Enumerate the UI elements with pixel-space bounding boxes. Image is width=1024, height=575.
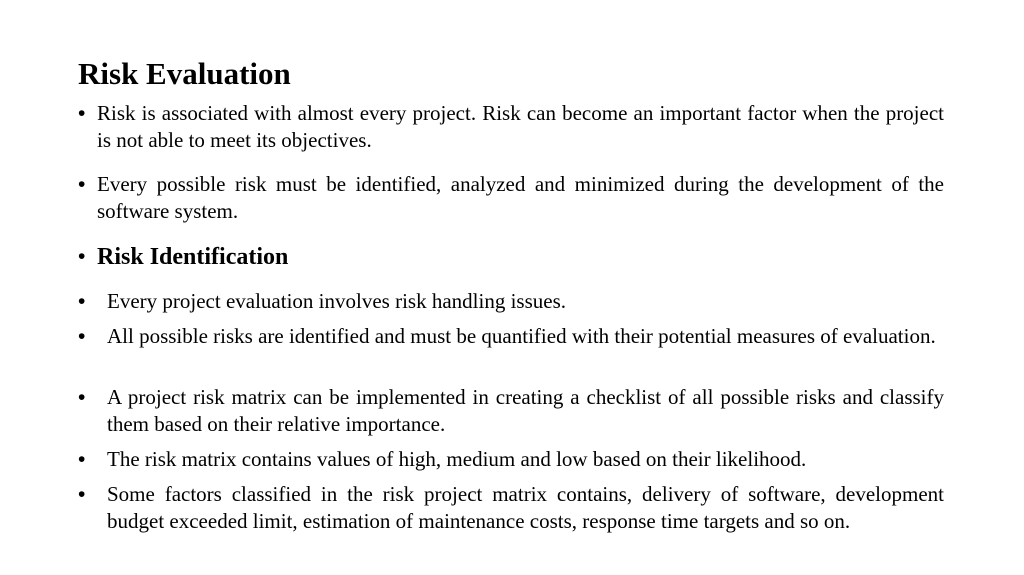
bullet-icon: • (78, 325, 86, 348)
bullet-item (78, 171, 944, 225)
section-heading-bullet (78, 242, 944, 272)
bullet-icon: • (78, 448, 86, 471)
sub-bullet-item (78, 446, 944, 473)
bullet-text: Every possible risk must be identified, analyzed and minimized during the development of the software system. (97, 172, 944, 223)
sub-bullet-text: The risk matrix contains values of high, medium and low based on their likelihood. (107, 447, 807, 471)
bullet-text: Risk is associated with almost every project. Risk can become an important factor when the project is not able to meet its objectives. (97, 101, 944, 152)
bullet-icon: • (78, 173, 86, 196)
bullet-item (78, 100, 944, 154)
bullet-icon: • (78, 245, 86, 268)
sub-bullet-item (78, 481, 944, 535)
bullet-icon: • (78, 483, 86, 506)
bullet-icon: • (78, 386, 86, 409)
sub-bullet-item (78, 384, 944, 438)
section-heading: Risk Identification (97, 244, 289, 270)
sub-bullet-text: A project risk matrix can be implemented in creating a checklist of all possible risks and classify them based on their relative importance. (107, 385, 944, 436)
sub-bullet-text: Some factors classified in the risk project matrix contains, delivery of software, development budget exceeded limit, estimation of maintenance costs, response time targets and so on. (107, 482, 944, 533)
sub-bullet-item (78, 323, 944, 350)
bullet-icon: • (78, 102, 86, 125)
bullet-icon: • (78, 290, 86, 313)
sub-bullet-text: All possible risks are identified and must be quantified with their potential measures of evaluation. (107, 324, 936, 348)
sub-bullet-item (78, 288, 944, 315)
sub-bullet-text: Every project evaluation involves risk handling issues. (107, 289, 566, 313)
slide-title: Risk Evaluation (78, 56, 291, 91)
